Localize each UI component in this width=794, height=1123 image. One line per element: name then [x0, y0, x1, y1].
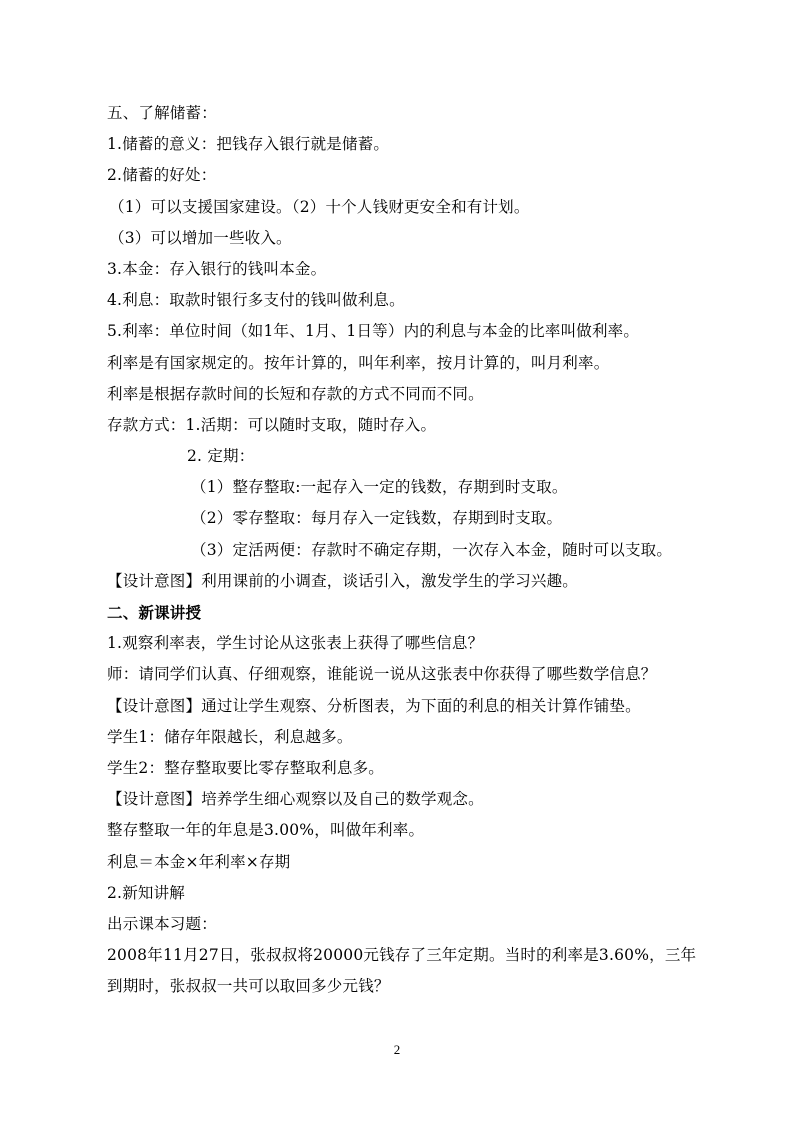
paragraph-benefit-3: （3）可以增加一些收入。: [109, 228, 292, 247]
paragraph-exercise-problem: 2008年11月27日，张叔叔将20000元钱存了三年定期。当时的利率是3.60%，三年到期时，张叔叔一共可以取回多少元钱？: [107, 946, 697, 996]
paragraph-savings-benefits: 2.储蓄的好处：: [107, 166, 217, 185]
paragraph-interest-rate: 5.利率：单位时间（如1年、1月、1日等）内的利息与本金的比率叫做利率。: [107, 322, 640, 341]
paragraph-show-exercise: 出示课本习题：: [107, 914, 217, 933]
paragraph-rate-regulation: 利率是有国家规定的。按年计算的，叫年利率，按月计算的，叫月利率。: [107, 353, 610, 372]
paragraph-new-knowledge: 2.新知讲解: [107, 883, 185, 902]
paragraph-design-intent-3: 【设计意图】培养学生细心观察以及自己的数学观念。: [107, 790, 484, 809]
document-body: [107, 98, 707, 1002]
paragraph-principal: 3.本金：存入银行的钱叫本金。: [107, 259, 327, 278]
page-number: 2: [393, 1042, 401, 1057]
paragraph-design-intent-1: 【设计意图】利用课前的小调查，谈话引入，激发学生的学习兴趣。: [107, 571, 579, 590]
paragraph-teacher-prompt: 师：请同学们认真、仔细观察，谁能说一说从这张表中你获得了哪些数学信息？: [107, 665, 657, 684]
paragraph-interest-formula: 利息＝本金×年利率×存期: [107, 852, 291, 871]
paragraph-deposit-methods: 存款方式：1.活期：可以随时支取，随时存入。: [107, 415, 437, 434]
paragraph-observe-table: 1.观察利率表，学生讨论从这张表上获得了哪些信息？: [107, 634, 484, 653]
paragraph-benefit-1-2: （1）可以支援国家建设。（2）十个人钱财更安全和有计划。: [109, 197, 530, 216]
paragraph-rate-variation: 利率是根据存款时间的长短和存款的方式不同而不同。: [107, 384, 484, 403]
section-heading-understand-savings: 五、了解储蓄：: [107, 104, 217, 122]
paragraph-installment-deposit: （2）零存整取：每月存入一定钱数，存期到时支取。: [191, 509, 563, 528]
paragraph-interest: 4.利息：取款时银行多支付的钱叫做利息。: [107, 291, 405, 310]
paragraph-student-2: 学生2：整存整取要比零存整取利息多。: [107, 758, 384, 777]
section-heading-new-lesson: 二、新课讲授: [107, 603, 202, 622]
paragraph-student-1: 学生1：储存年限越长，利息越多。: [107, 727, 353, 746]
paragraph-savings-meaning: 1.储蓄的意义：把钱存入银行就是储蓄。: [107, 135, 390, 154]
paragraph-design-intent-2: 【设计意图】通过让学生观察、分析图表，为下面的利息的相关计算作铺垫。: [107, 696, 641, 715]
paragraph-fixed-deposit: 2. 定期：: [187, 447, 255, 466]
paragraph-lump-sum-deposit: （1）整存整取:一起存入一定的钱数，存期到时支取。: [191, 478, 568, 497]
paragraph-flexible-deposit: （3）定活两便：存款时不确定存期，一次存入本金，随时可以支取。: [191, 540, 673, 559]
paragraph-annual-rate: 整存整取一年的年息是3.00%，叫做年利率。: [107, 821, 425, 840]
